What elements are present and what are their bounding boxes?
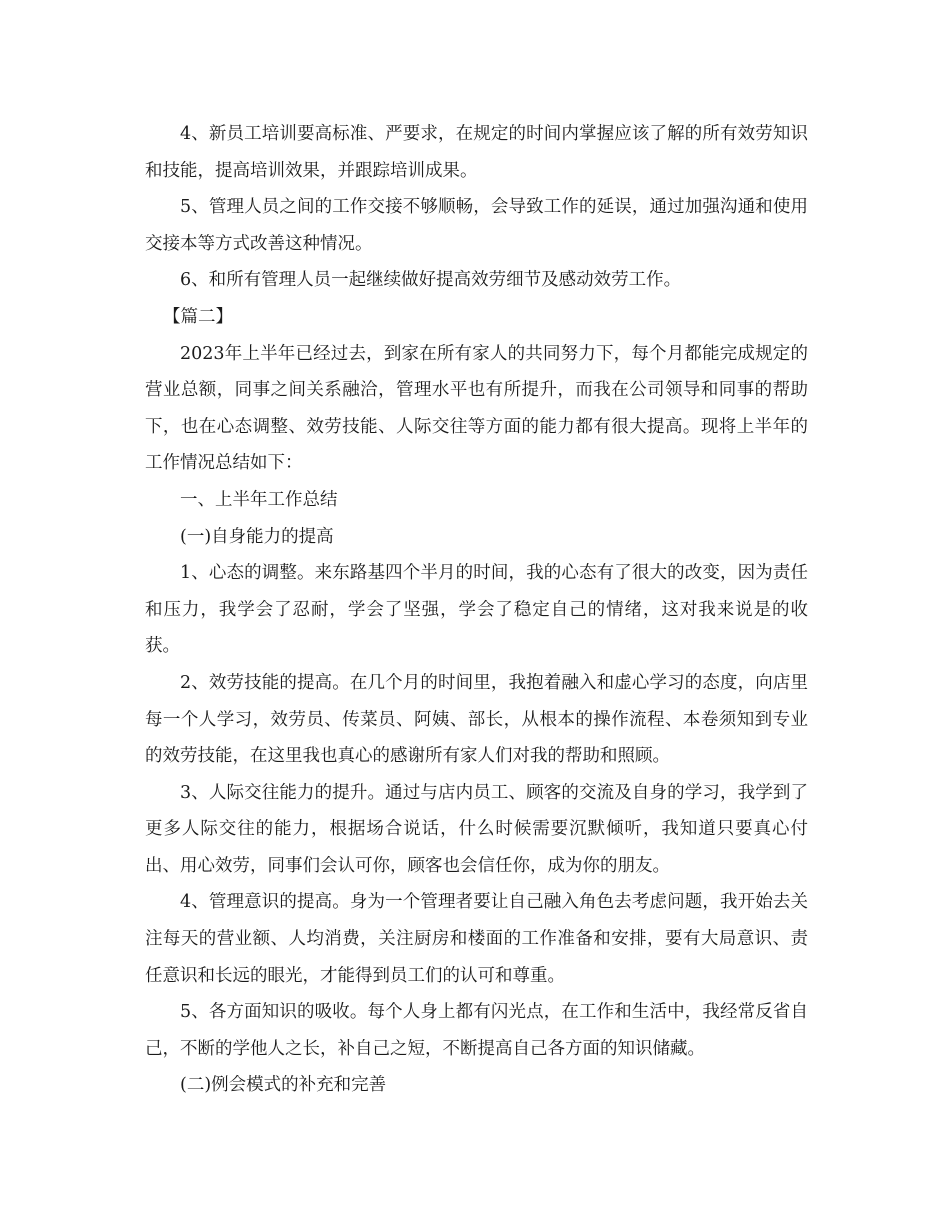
paragraph-training-standards: 4、新员工培训要高标准、严要求，在规定的时间内掌握应该了解的所有效劳知识和技能，提高培训效果，并跟踪培训成果。 (145, 124, 808, 181)
paragraph-service-skills: 2、效劳技能的提高。在几个月的时间里，我抱着融入和虚心学习的态度，向店里每一个人学习，效劳员、传菜员、阿姨、部长，从根本的操作流程、本卷须知到专业的效劳技能，在这里我也真心的感谢所有家人们对我的帮助和照顾。 (145, 672, 808, 767)
paragraph-management-awareness: 4、管理意识的提高。身为一个管理者要让自己融入角色去考虑问题，我开始去关注每天的营业额、人均消费，关注厨房和楼面的工作准备和安排，要有大局意识、责任意识和长远的眼光，才能得到员工们的认可和尊重。 (145, 892, 808, 986)
subheading-self-improvement: (一)自身能力的提高 (180, 526, 334, 547)
paragraph-knowledge: 5、各方面知识的吸收。每个人身上都有闪光点，在工作和生活中，我经常反省自己，不断的学他人之长，补自己之短，不断提高自己各方面的知识储藏。 (145, 1002, 808, 1059)
section-heading-part-two: 【篇二】 (163, 306, 233, 327)
subheading-meeting-mode: (二)例会模式的补充和完善 (180, 1075, 387, 1096)
paragraph-interpersonal: 3、人际交往能力的提升。通过与店内员工、顾客的交流及自身的学习，我学到了更多人际交往的能力，根据场合说话，什么时候需要沉默倾听，我知道只要真心付出、用心效劳，同事们会认可你，顾客也会信任你，成为你的朋友。 (145, 782, 808, 876)
document-body (145, 116, 808, 1104)
paragraph-intro-summary: 2023年上半年已经过去，到家在所有家人的共同努力下，每个月都能完成规定的营业总额，同事之间关系融洽，管理水平也有所提升，而我在公司领导和同事的帮助下，也在心态调整、效劳技能、人际交往等方面的能力都有很大提高。现将上半年的工作情况总结如下： (145, 343, 808, 474)
paragraph-mindset: 1、心态的调整。来东路基四个半月的时间，我的心态有了很大的改变，因为责任和压力，我学会了忍耐，学会了坚强，学会了稳定自己的情绪，这对我来说是的收获。 (145, 563, 808, 657)
paragraph-handover: 5、管理人员之间的工作交接不够顺畅，会导致工作的延误，通过加强沟通和使用交接本等方式改善这种情况。 (145, 197, 808, 254)
heading-work-summary: 一、上半年工作总结 (180, 489, 338, 510)
paragraph-service-details: 6、和所有管理人员一起继续做好提高效劳细节及感动效劳工作。 (180, 270, 682, 291)
